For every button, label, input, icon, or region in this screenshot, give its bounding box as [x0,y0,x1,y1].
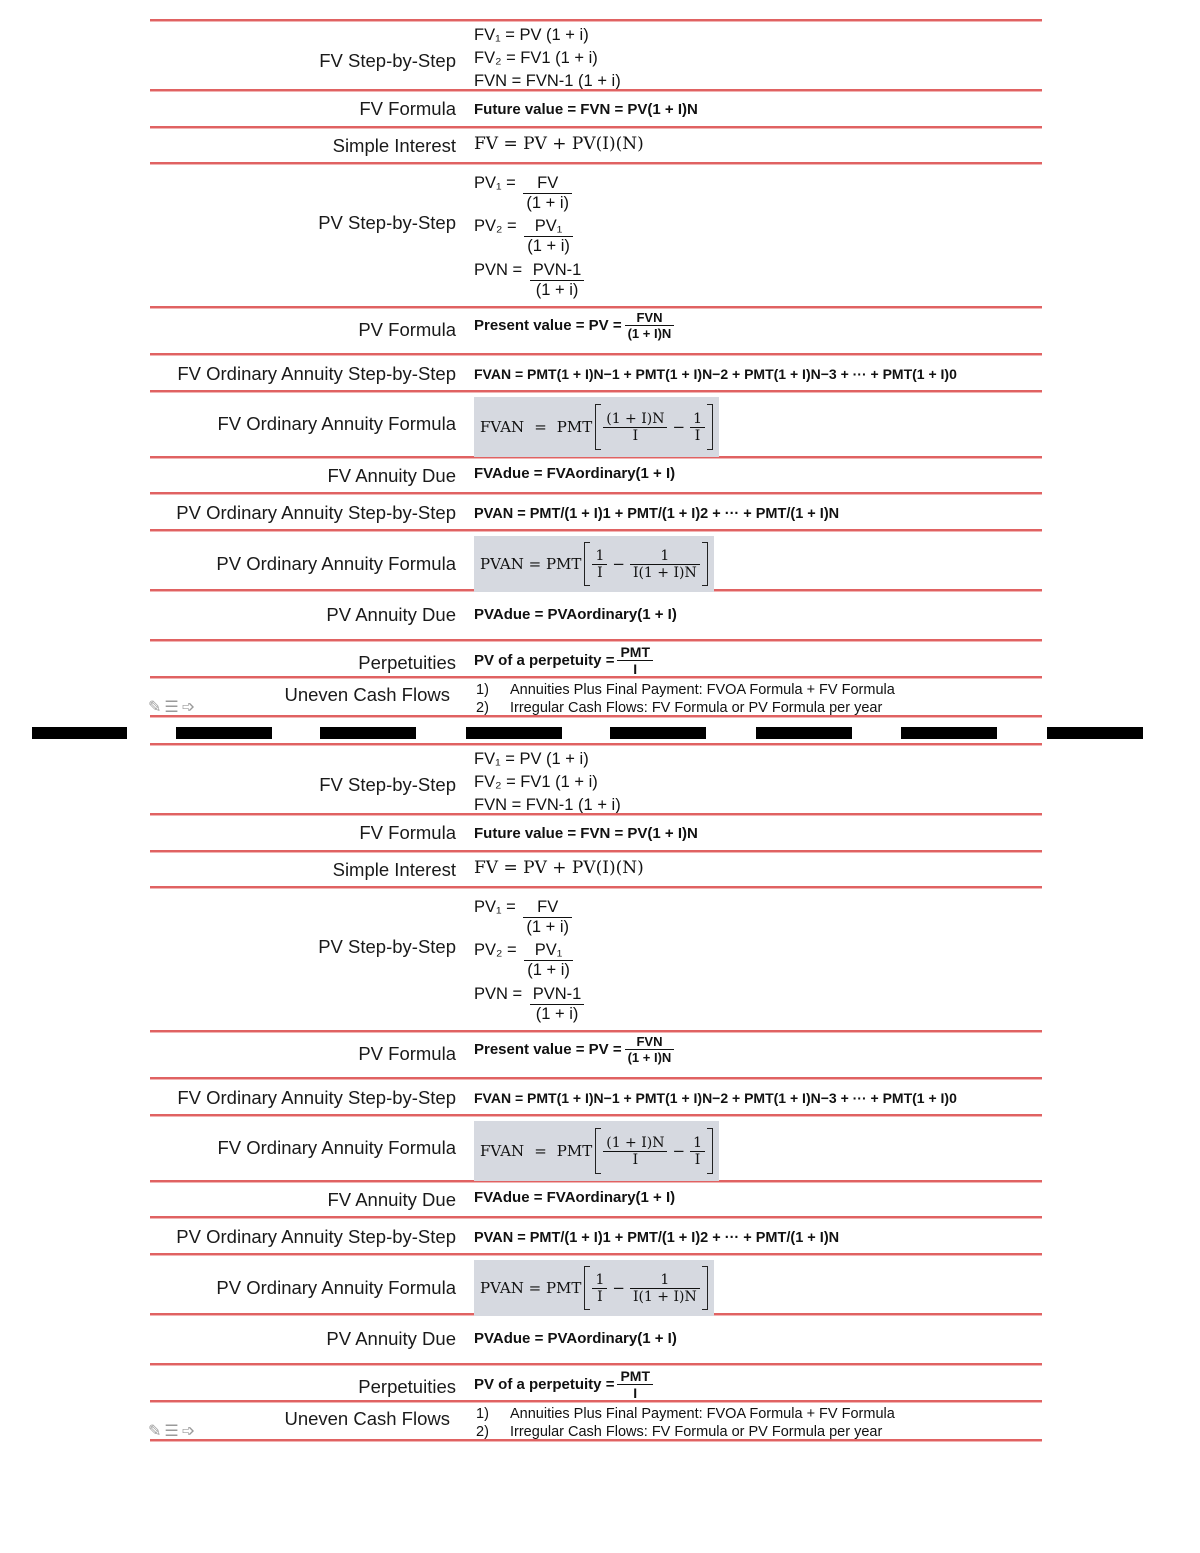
row-rule [150,676,1042,678]
pv-step-2-lhs: PV₂ = [474,941,517,959]
pv-formula-num: FVN [625,1034,675,1050]
row-rule [150,639,1042,641]
pvoa-a-num: 1 [592,1272,607,1289]
fvoa-formula-box [474,1121,719,1181]
pv-step-2-lhs: PV₂ = [474,217,517,235]
fvoa-eq: = [534,1142,547,1160]
row-label-pv-due: PV Annuity Due [326,1328,456,1349]
pvoa-lhs: PVAN = PMT [480,1279,582,1297]
fvoa-lhs: FVAN [480,1142,525,1160]
fvoa-eq: = [534,418,547,436]
row-rule [150,1363,1042,1365]
row-label-pv-due: PV Annuity Due [326,604,456,625]
row-label-uneven: Uneven Cash Flows [284,684,450,705]
row-label-fvoa-formula: FV Ordinary Annuity Formula [217,413,456,434]
perpetuity-den: I [633,660,638,676]
row-rule [150,492,1042,494]
row-label-pvoa-step: PV Ordinary Annuity Step-by-Step [176,502,456,523]
uneven-item-2-text: Irregular Cash Flows: FV Formula or PV Formula per year [510,700,883,716]
fvoa-bracket: $\frac{(1 + I)N}{I}$ − $\frac{1}{I}$ [595,404,713,450]
formula-sheet [0,724,1200,1448]
pvoa-b-den: I(1 + I)N [632,1288,697,1305]
pv-step-n-den: (1 + i) [535,281,579,299]
pv-step-n-lhs: PVN = [474,261,523,279]
pv-step-2-num: PV₁ [524,217,573,237]
uneven-item-1 [476,682,895,698]
pvoa-bracket: $\frac{1}{I}$ − $\frac{1}{I(1 + I)N}$ [584,542,707,586]
fvoa-den: I [632,1151,639,1168]
pvoa-b-den: I(1 + I)N [632,564,697,581]
fvoa-den: I [632,427,639,444]
fv-formula: Future value = FVN = PV(1 + I)N [474,825,698,842]
pv-due-formula: PVAdue = PVAordinary(1 + I) [474,606,677,623]
uneven-item-1-text: Annuities Plus Final Payment: FVOA Formula + FV Formula [510,1406,895,1422]
pv-step-n-den: (1 + i) [535,1005,579,1023]
pvoa-a-num: 1 [592,548,607,565]
fv-step-line-1: FV₁ = PV (1 + i) [474,750,589,768]
pv-formula-lhs: Present value = PV = [474,1041,622,1058]
arrow-right-icon[interactable]: ➩ [181,699,199,716]
pvoa-b-num: 1 [630,1272,700,1289]
row-rule [150,353,1042,355]
row-label-fvoa-step: FV Ordinary Annuity Step-by-Step [177,363,456,384]
fv-due-formula: FVAdue = FVAordinary(1 + I) [474,1189,676,1206]
row-rule [150,306,1042,308]
pv-due-formula: PVAdue = PVAordinary(1 + I) [474,1330,677,1347]
pv-step-1-lhs: PV₁ = [474,898,516,916]
pvoa-a-den: I [597,1288,603,1305]
row-rule [150,89,1042,91]
row-rule [150,850,1042,852]
pvoa-step-formula: PVAN = PMT/(1 + I)1 + PMT/(1 + I)2 + ··· + PMT/(1 + I)N [474,1230,840,1246]
fv-formula: Future value = FVN = PV(1 + I)N [474,101,698,118]
row-label-fv-step: FV Step-by-Step [319,50,456,71]
row-rule [150,886,1042,888]
row-rule [150,126,1042,128]
row-label-pv-formula: PV Formula [358,1043,456,1064]
row-rule [150,390,1042,392]
page-divider-segment [901,727,997,739]
row-rule [150,1114,1042,1116]
row-label-fv-due: FV Annuity Due [327,1189,456,1210]
row-label-pv-formula: PV Formula [358,319,456,340]
row-label-fvoa-step: FV Ordinary Annuity Step-by-Step [177,1087,456,1108]
row-label-pvoa-step: PV Ordinary Annuity Step-by-Step [176,1226,456,1247]
fvoa-num: (1 + I)N [603,411,667,428]
page-divider-segment [176,727,272,739]
pv-step-1-num: FV [523,898,572,918]
uneven-item-2-text: Irregular Cash Flows: FV Formula or PV Formula per year [510,1424,883,1440]
fvoa-minus-den: I [694,1151,701,1168]
row-label-pv-step: PV Step-by-Step [318,936,456,957]
pv-formula-num: FVN [625,310,675,326]
pvoa-step-formula: PVAN = PMT/(1 + I)1 + PMT/(1 + I)2 + ··· + PMT/(1 + I)N [474,506,840,522]
uneven-item-2 [476,700,882,716]
uneven-item-1-number: 1) [476,682,489,698]
fvoa-step-formula: FVAN = PMT(1 + I)N−1 + PMT(1 + I)N−2 + PMT(1 + I)N−3 + ··· + PMT(1 + I)0 [474,1090,957,1106]
fvoa-minus-num: 1 [690,411,705,428]
pv-step-1-den: (1 + i) [526,194,570,212]
toolbar-icons [148,697,198,717]
page-divider-segment [1047,727,1143,739]
perpetuity-formula [474,644,656,676]
uneven-item-2-number: 2) [476,700,489,716]
pv-formula-den: (1 + I)N [627,326,672,341]
pencil-icon[interactable]: ✎ [148,699,165,716]
pv-step-2-den: (1 + i) [527,237,570,255]
pv-formula-den: (1 + I)N [627,1050,672,1065]
formula-sheet [0,0,1200,724]
pvoa-a-den: I [597,564,603,581]
pv-step-n-num: PVN-1 [530,261,585,281]
fvoa-lhs: FVAN [480,418,525,436]
pv-step-2 [474,941,576,980]
fvoa-step-formula: FVAN = PMT(1 + I)N−1 + PMT(1 + I)N−2 + PMT(1 + I)N−3 + ··· + PMT(1 + I)0 [474,366,957,382]
toolbar-icons [148,1421,198,1441]
pv-step-n-num: PVN-1 [530,985,585,1005]
pv-formula-lhs: Present value = PV = [474,317,622,334]
uneven-item-2-number: 2) [476,1424,489,1440]
row-label-fv-due: FV Annuity Due [327,465,456,486]
pv-formula [474,310,677,341]
row-label-simple-interest: Simple Interest [332,135,456,156]
pvoa-formula-box [474,1260,714,1316]
row-rule [150,1253,1042,1255]
fv-step-line-2: FV₂ = FV1 (1 + i) [474,773,598,791]
pv-formula [474,1034,677,1065]
page-divider-segment [32,727,127,739]
perpetuity-den: I [633,1384,638,1400]
fvoa-pmt: PMT [556,418,593,436]
row-label-perpetuities: Perpetuities [358,652,456,673]
pv-step-n [474,261,587,300]
simple-interest-formula: FV = PV + PV(I)(N) [474,134,644,154]
fv-due-formula: FVAdue = FVAordinary(1 + I) [474,465,676,482]
perpetuity-lhs: PV of a perpetuity = [474,1375,615,1393]
row-rule [150,19,1042,21]
row-label-fv-formula: FV Formula [359,98,456,119]
row-label-perpetuities: Perpetuities [358,1376,456,1397]
row-label-fvoa-formula: FV Ordinary Annuity Formula [217,1137,456,1158]
fvoa-num: (1 + I)N [603,1135,667,1152]
page-divider-segment [610,727,706,739]
fv-step-line-1: FV₁ = PV (1 + i) [474,26,589,44]
row-label-fv-step: FV Step-by-Step [319,774,456,795]
page-divider-segment [756,727,852,739]
page-divider-segment [320,727,416,739]
row-rule [150,813,1042,815]
pvoa-bracket: $\frac{1}{I}$ − $\frac{1}{I(1 + I)N}$ [584,1266,707,1310]
pv-step-2-den: (1 + i) [527,961,570,979]
row-rule [150,162,1042,164]
fvoa-bracket: $\frac{(1 + I)N}{I}$ − $\frac{1}{I}$ [595,1128,713,1174]
row-rule [150,1030,1042,1032]
row-label-uneven: Uneven Cash Flows [284,1408,450,1429]
pvoa-formula-box [474,536,714,592]
pv-step-1-den: (1 + i) [526,918,570,936]
fvoa-pmt: PMT [556,1142,593,1160]
simple-interest-formula: FV = PV + PV(I)(N) [474,858,644,878]
perpetuity-num: PMT [617,1368,653,1385]
pv-step-1-lhs: PV₁ = [474,174,516,192]
perpetuity-num: PMT [617,644,653,661]
uneven-item-1-number: 1) [476,1406,489,1422]
fvoa-minus-num: 1 [690,1135,705,1152]
row-rule [150,1077,1042,1079]
fvoa-formula-box [474,397,719,457]
fvoa-minus-den: I [694,427,701,444]
pv-step-n [474,985,587,1024]
row-rule [150,529,1042,531]
uneven-item-1-text: Annuities Plus Final Payment: FVOA Formula + FV Formula [510,682,895,698]
pvoa-lhs: PVAN = PMT [480,555,582,573]
row-label-pv-step: PV Step-by-Step [318,212,456,233]
uneven-item-2 [476,1424,882,1440]
pv-step-n-lhs: PVN = [474,985,523,1003]
fv-step-line-3: FVN = FVN-1 (1 + i) [474,796,621,813]
pv-step-1 [474,898,575,937]
fv-step-line-2: FV₂ = FV1 (1 + i) [474,49,598,67]
row-label-fv-formula: FV Formula [359,822,456,843]
row-label-pvoa-formula: PV Ordinary Annuity Formula [216,553,456,574]
pv-step-1 [474,174,575,213]
perpetuity-formula [474,1368,656,1400]
perpetuity-lhs: PV of a perpetuity = [474,651,615,669]
pencil-icon[interactable]: ✎ [148,1423,165,1440]
fv-step-line-3: FVN = FVN-1 (1 + i) [474,72,621,89]
row-rule [150,1216,1042,1218]
row-rule [150,743,1042,745]
row-label-simple-interest: Simple Interest [332,859,456,880]
row-rule [150,1400,1042,1402]
page-divider-segment [466,727,562,739]
lines-icon[interactable]: ☰ [164,699,182,716]
uneven-item-1 [476,1406,895,1422]
pv-step-2 [474,217,576,256]
pvoa-b-num: 1 [630,548,700,565]
pv-step-2-num: PV₁ [524,941,573,961]
row-label-pvoa-formula: PV Ordinary Annuity Formula [216,1277,456,1298]
arrow-right-icon[interactable]: ➩ [181,1423,199,1440]
pv-step-1-num: FV [523,174,572,194]
lines-icon[interactable]: ☰ [164,1423,182,1440]
